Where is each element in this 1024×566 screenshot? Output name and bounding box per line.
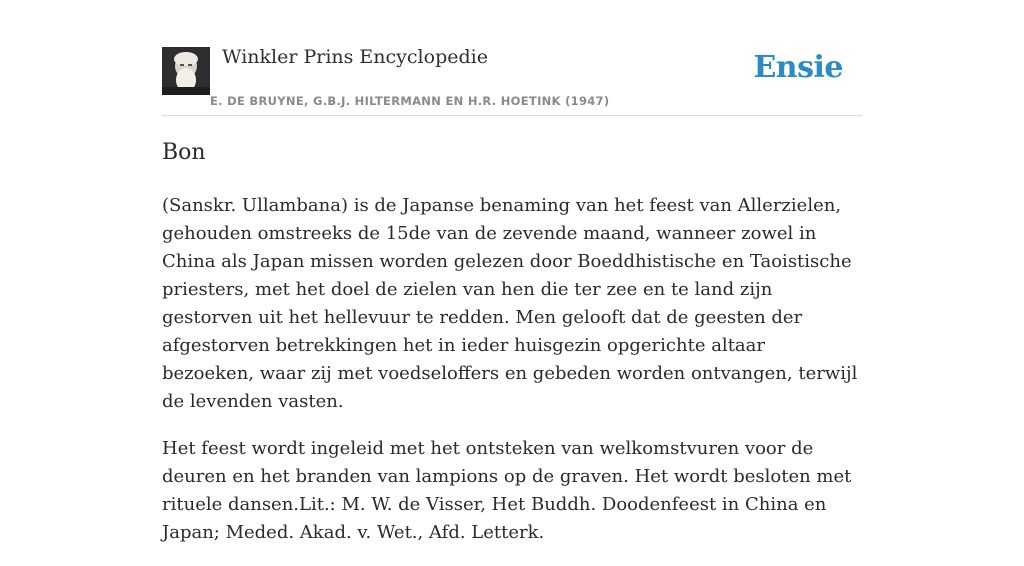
entry-paragraph: Het feest wordt ingeleid met het ontsteken van welkomstvuren voor de deuren en het branden van lampions op de graven. Het wordt besloten met rituele dansen.Lit.: M. W. de Visser, Het Buddh. Doodenfeest in China en Japan; Meded. Akad. v. Wet., Afd. Letterk.	[162, 438, 852, 543]
book-authors: E. DE BRUYNE, G.B.J. HILTERMANN EN H.R. HOETINK (1947)	[210, 94, 610, 108]
author-portrait-icon[interactable]	[162, 47, 210, 95]
ensie-logo[interactable]: Ensie	[753, 50, 843, 85]
book-title[interactable]: Winkler Prins Encyclopedie	[222, 46, 488, 68]
source-header	[162, 0, 862, 116]
entry-body	[162, 192, 862, 566]
entry-title: Bon	[162, 140, 206, 165]
entry-paragraph: (Sanskr. Ullambana) is de Japanse benaming van het feest van Allerzielen, gehouden omstreeks de 15de van de zevende maand, wanneer zowel in China als Japan missen worden gelezen door Boeddhistische en Taoistische priesters, met het doel de zielen van hen die ter zee en te land zijn gestorven uit het hellevuur te redden. Men gelooft dat de geesten der afgestorven betrekkingen het in ieder huisgezin opgerichte altaar bezoeken, waar zij met voedseloffers en gebeden worden ontvangen, terwijl de levenden vasten.	[162, 195, 858, 412]
page-container	[162, 0, 862, 543]
